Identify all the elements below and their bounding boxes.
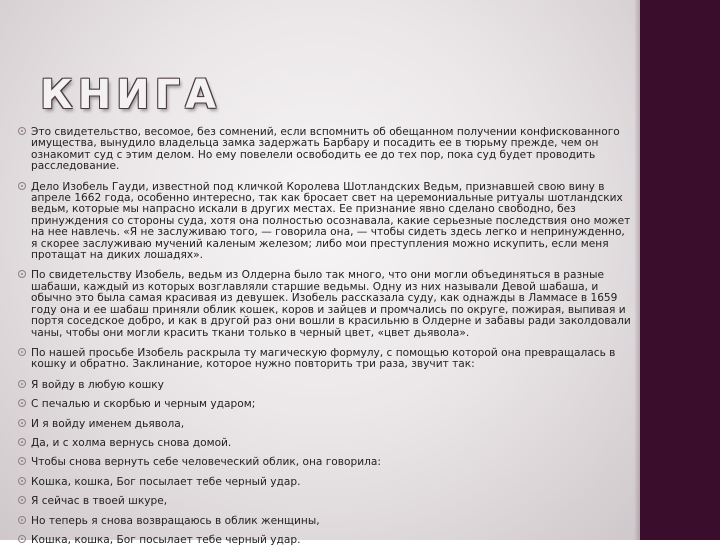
- bullet-list: [22, 127, 634, 554]
- circle-bullet-icon: [18, 127, 26, 135]
- circle-bullet-icon: [18, 399, 26, 407]
- list-item-text: Но теперь я снова возвращаюсь в облик женщины,: [31, 514, 320, 527]
- side-accent-bar: [640, 0, 720, 540]
- list-item-text: Кошка, кошка, Бог посылает тебе черный удар.: [31, 533, 301, 546]
- list-item: [22, 477, 634, 488]
- circle-bullet-icon: [18, 348, 26, 356]
- circle-bullet-icon: [18, 477, 26, 485]
- list-item: [22, 496, 634, 507]
- circle-bullet-icon: [18, 457, 26, 465]
- list-item: [22, 348, 634, 371]
- circle-bullet-icon: [18, 438, 26, 446]
- list-item-text: Я сейчас в твоей шкуре,: [31, 495, 168, 508]
- list-item: [22, 438, 634, 449]
- list-item-text: Дело Изобель Гауди, известной под кличкой Королева Шотландских Ведьм, признавшей свою вину в апреле 1662 года, особенно интересно, так как бросает свет на церемониальные ритуалы шотландских ведьм, которые мы напрасно искали в других местах. Ее признание явно сделано свободно, без принуждения со стороны суда, хотя она полностью осознавала, какие серьезные последствия оно может на нее навлечь. «Я не заслуживаю того, — говорила она, — чтобы сидеть здесь легко и непринужденно, я скорее заслуживаю мучений каленым железом; либо мои преступления можно искупить, если меня протащат на диких лошадях».: [31, 180, 631, 262]
- circle-bullet-icon: [18, 270, 26, 278]
- list-item-text: Чтобы снова вернуть себе человеческий облик, она говорила:: [31, 456, 381, 469]
- list-item: [22, 516, 634, 527]
- list-item: [22, 127, 634, 173]
- list-item: [22, 419, 634, 430]
- list-item-text: Это свидетельство, весомое, без сомнений, если вспомнить об обещанном получении конфискованного имущества, вынудило владельца замка задержать Барбару и посадить ее в тюрьму прежде, чем он ознакомит суд с этим делом. Но ему повелели освободить ее до тех пор, пока суд будет проводить расследование.: [31, 126, 620, 173]
- list-item-text: С печалью и скорбью и черным ударом;: [31, 398, 256, 411]
- circle-bullet-icon: [18, 380, 26, 388]
- list-item: [22, 182, 634, 262]
- list-item: [22, 270, 634, 338]
- list-item: [22, 457, 634, 468]
- circle-bullet-icon: [18, 535, 26, 543]
- circle-bullet-icon: [18, 419, 26, 427]
- list-item-text: И я войду именем дьявола,: [31, 417, 185, 430]
- list-item-text: Кошка, кошка, Бог посылает тебе черный удар.: [31, 475, 301, 488]
- slide-title: КНИГА: [40, 72, 222, 118]
- circle-bullet-icon: [18, 182, 26, 190]
- list-item: [22, 380, 634, 391]
- list-item-text: По свидетельству Изобель, ведьм из Олдерна было так много, что они могли объединяться в разные шабаши, каждый из которых возглавляли старшие ведьмы. Одну из них называли Девой шабаша, и обычно это была самая красивая из девушек. Изобель рассказала суду, как однажды в Ламмасе в 1659 году она и ее шабаш приняли облик кошек, коров и зайцев и промчались по округе, пожирая, выпивая и портя соседское добро, и как в другой раз они вошли в красильню в Олдерне и забавы ради заколдовали чаны, чтобы они могли красить ткани только в черный цвет, «цвет дьявола».: [31, 269, 631, 339]
- list-item-text: Я войду в любую кошку: [31, 378, 164, 391]
- list-item: [22, 535, 634, 546]
- list-item-text: Да, и с холма вернусь снова домой.: [31, 436, 232, 449]
- circle-bullet-icon: [18, 496, 26, 504]
- circle-bullet-icon: [18, 516, 26, 524]
- list-item-text: По нашей просьбе Изобель раскрыла ту магическую формулу, с помощью которой она превращалась в кошку и обратно. Заклинание, которое нужно повторить три раза, звучит так:: [31, 346, 616, 371]
- list-item: [22, 399, 634, 410]
